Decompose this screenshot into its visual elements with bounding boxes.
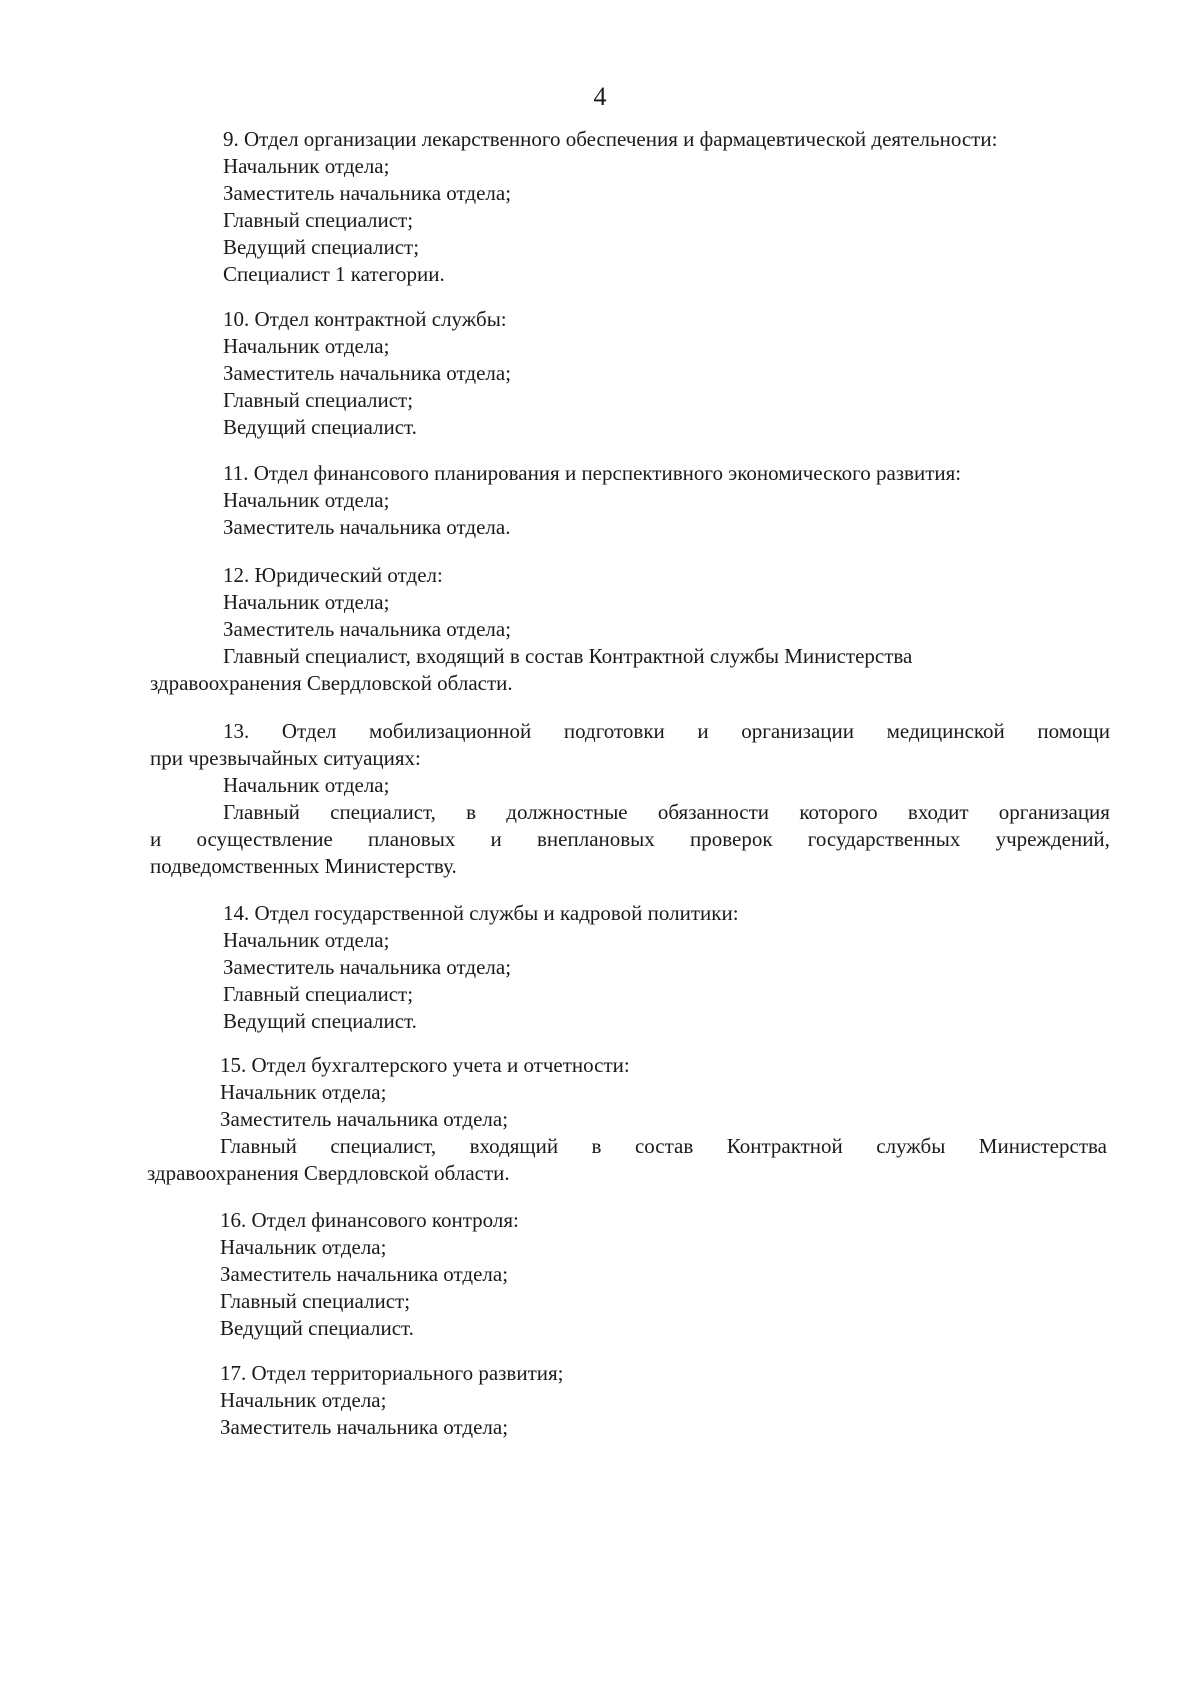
word: и: [697, 719, 709, 743]
word: обязанности: [657, 800, 770, 824]
section-12: [150, 562, 1130, 697]
word: должностные: [506, 800, 628, 824]
word: специалист,: [330, 800, 436, 824]
page-number: 4: [593, 82, 607, 111]
word: входящий: [469, 1134, 559, 1158]
paragraph-line: [147, 1133, 1107, 1160]
position-item: Ведущий специалист.: [223, 415, 417, 439]
word: которого: [799, 800, 878, 824]
position-item: Главный специалист;: [220, 1289, 411, 1313]
section-13: [150, 718, 1110, 880]
position-item: Начальник отдела;: [220, 1388, 387, 1412]
paragraph-line: [150, 826, 1110, 853]
section-heading: 14. Отдел государственной службы и кадровой политики:: [223, 901, 739, 925]
word: в: [466, 800, 477, 824]
word: 13.: [223, 719, 250, 743]
word: состав: [634, 1134, 694, 1158]
paragraph-line: здравоохранения Свердловской области.: [147, 1161, 510, 1185]
position-item: Начальник отдела;: [223, 488, 390, 512]
section-heading-line: при чрезвычайных ситуациях:: [150, 746, 421, 770]
paragraph-line: Главный специалист, входящий в состав Контрактной службы Министерства: [223, 644, 913, 668]
position-item: Начальник отдела;: [223, 928, 390, 952]
word: помощи: [1037, 719, 1110, 743]
section-16: [147, 1207, 1127, 1342]
word: и: [490, 827, 502, 851]
section-heading: 15. Отдел бухгалтерского учета и отчетности:: [220, 1053, 630, 1077]
word: внеплановых: [537, 827, 655, 851]
paragraph-line: [150, 799, 1110, 826]
word: организации: [741, 719, 854, 743]
position-item: Главный специалист;: [223, 982, 414, 1006]
word: Контрактной: [726, 1134, 843, 1158]
section-heading-line: [150, 718, 1110, 745]
word: подготовки: [563, 719, 665, 743]
word: проверок: [690, 827, 773, 851]
position-item: Заместитель начальника отдела;: [220, 1107, 509, 1131]
word: Главный: [223, 800, 300, 824]
position-item: Ведущий специалист;: [223, 235, 420, 259]
position-item: Заместитель начальника отдела;: [223, 617, 512, 641]
section-14: [150, 900, 1130, 1035]
section-heading: 9. Отдел организации лекарственного обеспечения и фармацевтической деятельности:: [223, 127, 998, 151]
section-heading: 17. Отдел территориального развития;: [220, 1361, 564, 1385]
position-item: Начальник отдела;: [223, 154, 390, 178]
position-item: Заместитель начальника отдела;: [223, 361, 512, 385]
paragraph-line: здравоохранения Свердловской области.: [150, 671, 513, 695]
word: Главный: [220, 1134, 297, 1158]
word: и: [150, 827, 162, 851]
section-10: [150, 306, 1130, 441]
section-heading: 16. Отдел финансового контроля:: [220, 1208, 519, 1232]
section-9: [150, 126, 1130, 288]
word: службы: [876, 1134, 946, 1158]
word: мобилизационной: [369, 719, 532, 743]
section-heading: 12. Юридический отдел:: [223, 563, 443, 587]
word: государственных: [807, 827, 961, 851]
position-item: Заместитель начальника отдела;: [223, 955, 512, 979]
word: плановых: [368, 827, 456, 851]
position-item: Начальник отдела;: [220, 1235, 387, 1259]
section-heading: 10. Отдел контрактной службы:: [223, 307, 507, 331]
position-item: Начальник отдела;: [223, 590, 390, 614]
position-item: Ведущий специалист.: [220, 1316, 414, 1340]
position-item: Заместитель начальника отдела;: [220, 1262, 509, 1286]
position-item: Специалист 1 категории.: [223, 262, 445, 286]
position-item: Заместитель начальника отдела.: [223, 515, 511, 539]
word: организация: [998, 800, 1110, 824]
section-15: [147, 1052, 1107, 1187]
position-item: Начальник отдела;: [220, 1080, 387, 1104]
position-item: Заместитель начальника отдела;: [220, 1415, 509, 1439]
section-heading: 11. Отдел финансового планирования и перспективного экономического развития:: [223, 461, 962, 485]
word: Отдел: [281, 719, 337, 743]
position-item: Заместитель начальника отдела;: [223, 181, 512, 205]
position-item: Главный специалист;: [223, 388, 414, 412]
word: учреждений,: [995, 827, 1110, 851]
word: медицинской: [886, 719, 1005, 743]
section-11: [150, 460, 1130, 541]
section-17: [147, 1360, 1127, 1441]
word: входит: [907, 800, 969, 824]
word: осуществление: [196, 827, 333, 851]
position-item: Начальник отдела;: [223, 773, 390, 797]
position-item: Главный специалист;: [223, 208, 414, 232]
position-item: Начальник отдела;: [223, 334, 390, 358]
position-item: Ведущий специалист.: [223, 1009, 417, 1033]
word: в: [591, 1134, 602, 1158]
word: Министерства: [978, 1134, 1107, 1158]
word: специалист,: [330, 1134, 437, 1158]
paragraph-line: подведомственных Министерству.: [150, 854, 457, 878]
